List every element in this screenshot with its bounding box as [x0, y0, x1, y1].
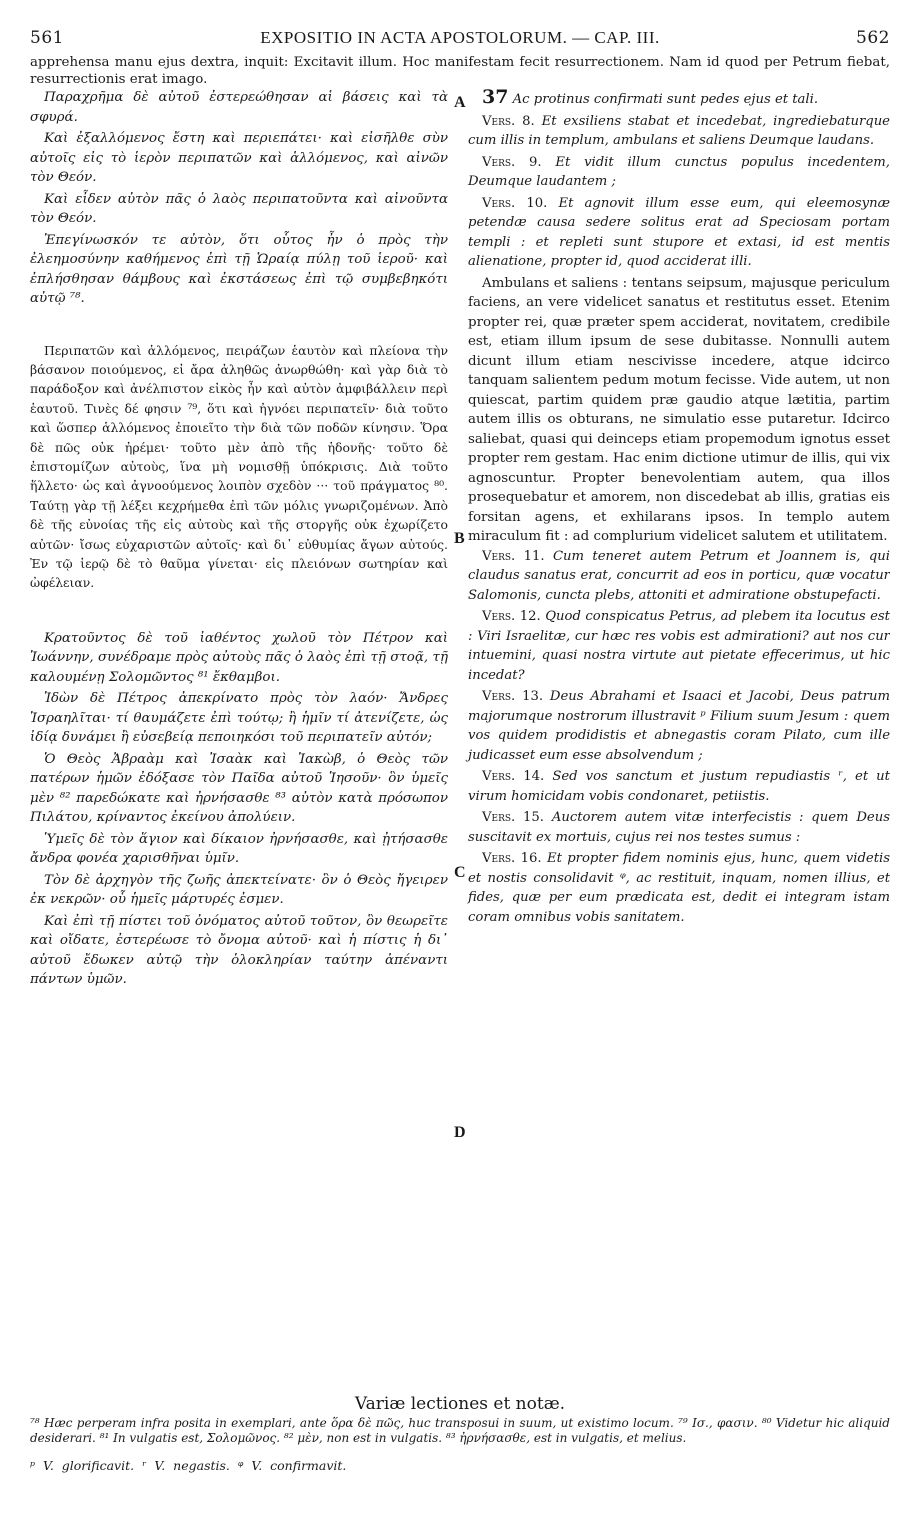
latin-verse-block-1 — [468, 88, 890, 272]
greek-verse: Τὸν δὲ ἀρχηγὸν τῆς ζωῆς ἀπεκτείνατε· ὃν ὁ Θεὸς ἤγειρεν ἐκ νεκρῶν· οὗ ἡμεῖς μάρτυρές ἐσμεν. — [30, 872, 448, 908]
notes-text: ⁷⁸ Hæc perperam infra posita in exemplari, ante ὅρα δὲ πῶς, huc transposui in suum, ut existimo locum. ⁷⁹ Ισ., φασιν. ⁸⁰ Videtur hic aliquid desiderari. ⁸¹ In vulgatis est, Σολομῶνος. ⁸² μὲν, non est in vulgatis. ⁸³ ἠρνήσασθε, est in vulgatis, et melius. — [30, 1416, 890, 1445]
continuation-paragraph: apprehensa manu ejus dextra, inquit: Excitavit illum. Hoc manifestam fecit resurrectionem. Nam id quod per Petrum fiebat, resurrectionis erat imago. — [30, 55, 890, 87]
greek-verse: Καὶ ἐξαλλόμενος ἔστη καὶ περιεπάτει· καὶ εἰσῆλθε σὺν αὐτοῖς εἰς τὸ ἱερὸν περιπατῶν καὶ ἁλλόμενος, καὶ αἰνῶν τὸν Θεόν. — [30, 131, 448, 185]
verse-label: Vers. 11. — [482, 548, 545, 564]
section-marker-c: C — [454, 864, 466, 881]
section-marker-a: A — [454, 94, 466, 111]
verse-text: Et exsiliens stabat et incedebat, ingrediebaturque cum illis in templum, ambulans et saliens Deumque laudans. — [468, 113, 890, 148]
verse-text: Cum teneret autem Petrum et Joannem is, qui claudus sanatus erat, concurrit ad eos in porticu, quæ vocatur Salomonis, cuncta plebs, attoniti et admiratione obstupefacti. — [468, 548, 890, 603]
verse-label: Vers. 9. — [482, 154, 542, 170]
verse-text: Et propter fidem nominis ejus, hunc, quem videtis et nostis consolidavit ᵠ, ac restituit, inquam, nomen illius, et fides, quæ per eum prædicata est, dedit ei integram istam coram omnibus vobis sanitatem. — [468, 851, 890, 925]
notes-section — [30, 1394, 890, 1473]
verse-text: Quod conspicatus Petrus, ad plebem ita locutus est : Viri Israelitæ, cur hæc res vobis est admirationi? aut nos cur intuemini, quasi nostra virtute aut pietate effecerimus, ut hic incedat? — [468, 609, 890, 683]
verse-text: Et vidit illum cunctus populus incedentem, Deumque laudantem ; — [468, 154, 890, 189]
verse-text: Auctorem autem vitæ interfecistis : quem Deus suscitavit ex mortuis, cujus rei nos testes sumus : — [468, 810, 890, 845]
verse-label: Vers. 15. — [482, 810, 544, 825]
greek-verse: Παραχρῆμα δὲ αὐτοῦ ἐστερεώθησαν αἱ βάσεις καὶ τὰ σφυρά. — [30, 90, 448, 125]
page — [30, 28, 890, 1520]
verse-text: Deus Abrahami et Isaaci et Jacobi, Deus patrum majorumque nostrorum illustravit ᵖ Filium suum Jesum : quem vos quidem prodidistis et abnegastis coram Pilato, cum ille judicasset eum esse absolvendum ; — [468, 689, 890, 763]
marginal-notes: ᵖ V. glorificavit. ʳ V. negastis. ᵠ V. confirmavit. — [30, 1458, 347, 1473]
greek-verse: Καὶ ἐπὶ τῇ πίστει τοῦ ὀνόματος αὐτοῦ τοῦτον, ὃν θεωρεῖτε καὶ οἴδατε, ἐστερέωσε τὸ ὄνομα αὐτοῦ· καὶ ἡ πίστις ἡ δι᾽ αὐτοῦ ἔδωκεν αὐτῷ τὴν ὁλοκληρίαν ταύτην ἀπέναντι πάντων ὑμῶν. — [30, 913, 448, 988]
verse-label: Vers. 10. — [482, 195, 548, 211]
latin-column — [468, 88, 890, 929]
verse-label: Vers. 13. — [482, 689, 544, 704]
latin-verse — [468, 194, 890, 272]
verse-number: 37 — [482, 86, 509, 108]
latin-verse — [468, 767, 890, 806]
greek-verse-block-2 — [30, 629, 448, 990]
latin-verse — [468, 607, 890, 685]
verse-label: Vers. 16. — [482, 851, 542, 866]
greek-verse: Καὶ εἶδεν αὐτὸν πᾶς ὁ λαὸς περιπατοῦντα καὶ αἰνοῦντα τὸν Θεόν. — [30, 191, 448, 226]
two-column-body — [30, 88, 890, 1392]
notes-title: Variæ lectiones et notæ. — [354, 1394, 566, 1414]
verse-label: Vers. 12. — [482, 609, 541, 624]
latin-verse — [468, 112, 890, 151]
latin-verse — [468, 687, 890, 765]
greek-verse: Ἰδὼν δὲ Πέτρος ἀπεκρίνατο πρὸς τὸν λαόν· Ἄνδρες Ἰσραηλῖται· τί θαυμάζετε ἐπὶ τούτῳ; ἢ ἡμῖν τί ἀτενίζετε, ὡς ἰδίᾳ δυνάμει ἢ εὐσεβείᾳ πεποιηκόσι τοῦ περιπατεῖν αὐτόν; — [30, 691, 448, 746]
greek-commentary: Περιπατῶν καὶ ἁλλόμενος, πειράζων ἑαυτὸν καὶ πλείονα τὴν βάσανον ποιούμενος, εἰ ἄρα ἀληθῶς ἀνωρθώθη· καὶ γὰρ διὰ τὸ παράδοξον καὶ ἀνέλπιστον εἰκὸς ἦν καὶ αὐτὸν ἀμφιβάλλειν περὶ ἑαυτοῦ. Τινὲς δέ φησιν ⁷⁹, ὅτι καὶ ἠγνόει περιπατεῖν· διὰ τοῦτο καὶ ὥσπερ ἁλλόμενος ἐποιεῖτο τὴν διὰ τῶν ποδῶν κίνησιν. Ὅρα δὲ πῶς οὐκ ἠρέμει· τοῦτο μὲν ἀπὸ τῆς ἡδονῆς· τοῦτο δὲ ἐπιστομίζων αὐτοὺς, ἵνα μὴ νομισθῇ ὑπόκρισις. Διὰ τοῦτο ἥλλετο· ὡς καὶ ἀγνοούμενος λοιπὸν σχεδὸν ··· τοῦ πράγματος ⁸⁰. Ταύτῃ γὰρ τῇ λέξει κεχρήμεθα ἐπὶ τῶν μόλις γνωριζομένων. Ἀπὸ δὲ τῆς εὐνοίας τῆς εἰς αὐτοὺς καὶ τῆς στοργῆς οὐκ ἐχωρίζετο αὐτῶν· ἴσως εὐχαριστῶν αὐτοῖς· καὶ δι᾽ εὐθυμίας ἄγων αὐτούς. Ἐν τῷ ἱερῷ δὲ τὸ θαῦμα γίνεται· εἰς πλειόνων σωτηρίαν καὶ ὠφέλειαν. — [30, 342, 448, 591]
running-title: EXPOSITIO IN ACTA APOSTOLORUM. — CAP. III. — [260, 28, 660, 47]
latin-verse — [468, 88, 890, 110]
page-number-right: 562 — [856, 28, 890, 48]
verse-text: Sed vos sanctum et justum repudiastis ʳ, et ut virum homicidam vobis condonaret, petiistis. — [468, 769, 890, 804]
latin-verse — [468, 849, 890, 927]
latin-verse — [468, 153, 890, 192]
greek-column — [30, 88, 448, 992]
verse-label: Vers. 8. — [482, 113, 535, 129]
greek-verse-block-1 — [30, 88, 448, 309]
section-marker-d: D — [454, 1124, 466, 1141]
greek-verse: Ὁ Θεὸς Ἀβραὰμ καὶ Ἰσαὰκ καὶ Ἰακὼβ, ὁ Θεὸς τῶν πατέρων ἡμῶν ἐδόξασε τὸν Παῖδα αὐτοῦ Ἰησοῦν· ὃν ὑμεῖς μὲν ⁸² παρεδώκατε καὶ ἠρνήσασθε ⁸³ αὐτὸν κατὰ πρόσωπον Πιλάτου, κρίναντος ἐκείνου ἀπολύειν. — [30, 751, 448, 826]
greek-verse: Ὑμεῖς δὲ τὸν ἅγιον καὶ δίκαιον ἠρνήσασθε, καὶ ᾐτήσασθε ἄνδρα φονέα χαρισθῆναι ὑμῖν. — [30, 831, 448, 867]
greek-verse: Ἐπεγίνωσκόν τε αὐτὸν, ὅτι οὗτος ἦν ὁ πρὸς τὴν ἐλεημοσύνην καθήμενος ἐπὶ τῇ Ὡραίᾳ πύλῃ τοῦ ἱεροῦ· καὶ ἐπλήσθησαν θάμβους καὶ ἐκστάσεως ἐπὶ τῷ συμβεβηκότι αὐτῷ ⁷⁸. — [30, 232, 448, 306]
page-number-left: 561 — [30, 28, 64, 48]
verse-text: Et agnovit illum esse eum, qui eleemosynæ petendæ causa sedere solitus erat ad Speciosam portam templi : et repleti sunt stupore et extasi, id est mentis alienatione, propter id, quod acciderat illi. — [468, 195, 890, 269]
page-header — [30, 28, 890, 54]
latin-verse-block-2 — [468, 547, 890, 928]
latin-verse — [468, 808, 890, 847]
verse-label: Vers. 14. — [482, 769, 545, 784]
greek-verse: Κρατοῦντος δὲ τοῦ ἰαθέντος χωλοῦ τὸν Πέτρον καὶ Ἰωάννην, συνέδραμε πρὸς αὐτοὺς πᾶς ὁ λαὸς ἐπὶ τῇ στοᾷ, τῇ καλουμένῃ Σολομῶντος ⁸¹ ἔκθαμβοι. — [30, 630, 448, 685]
latin-commentary: Ambulans et saliens : tentans seipsum, majusque periculum faciens, an vere videlicet sanatus et restitutus esset. Etenim propter rei, quæ præter spem acciderat, novitatem, credibile est, etiam illum ipsum de sese dubitasse. Nonnulli autem dicunt illum etiam nescivisse incedere, atque idcirco tanquam salientem pedum motum fecisse. Vide autem, ut non quiescat, partim quidem præ gaudio atque lætitia, partim autem illis os obturans, ne simulatio esse putaretur. Idcirco saliebat, quasi qui deinceps etiam propemodum ignotus esset propter rem gestam. Hac enim dictione utimur de illis, qui vix agnoscuntur. Propter benevolentiam autem, qua illos prosequebatur et amorem, non discedebat ab illis, gratias eis forsitan agens, et exhilarans ipsos. In templo autem miraculum fit : ad complurium videlicet salutem et utilitatem. — [468, 275, 890, 544]
latin-verse — [468, 547, 890, 606]
section-marker-b: B — [454, 530, 465, 547]
verse-text: Ac protinus confirmati sunt pedes ejus et tali. — [512, 92, 819, 107]
